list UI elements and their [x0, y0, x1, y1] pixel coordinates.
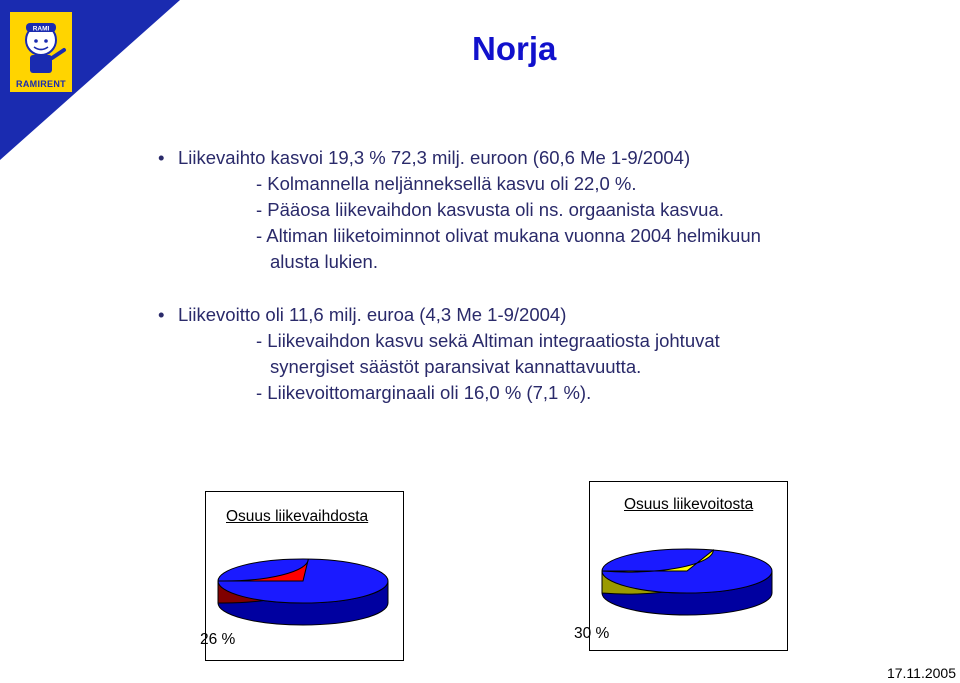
bullet-revenue: • Liikevaihto kasvoi 19,3 % 72,3 milj. euroon (60,6 Me 1-9/2004)	[158, 145, 938, 171]
bullet-profit: • Liikevoitto oli 11,6 milj. euroa (4,3 Me 1-9/2004)	[158, 302, 938, 328]
sub-line: - Liikevaihdon kasvu sekä Altiman integraatiosta johtuvat	[256, 330, 720, 351]
slide-content	[158, 145, 938, 406]
sub-line-continuation: alusta lukien.	[270, 251, 378, 272]
sub-line-continuation: synergiset säästöt paransivat kannattavuutta.	[270, 356, 642, 377]
footer-date: 17.11.2005	[886, 665, 956, 681]
sub-line: - Altiman liiketoiminnot olivat mukana vuonna 2004 helmikuun	[256, 225, 761, 246]
pie-chart-profit	[589, 545, 786, 625]
logo-badge-text: RAMI	[32, 25, 50, 33]
chart-title: Osuus liikevoitosta	[624, 496, 754, 513]
logo-text: RAMIRENT	[16, 79, 66, 89]
page-title: Norja	[472, 30, 557, 67]
sub-line: - Kolmannella neljänneksellä kasvu oli 22,0 %.	[256, 173, 637, 194]
sub-line: - Liikevoittomarginaali oli 16,0 % (7,1 %).	[256, 382, 592, 403]
data-label-profit: 30 %	[574, 625, 610, 642]
sub-line: - Pääosa liikevaihdon kasvusta oli ns. orgaanista kasvua.	[256, 199, 724, 220]
chart-title: Osuus liikevaihdosta	[226, 508, 369, 525]
ramirent-logo	[10, 12, 72, 92]
pie-chart-revenue	[205, 555, 402, 635]
data-label-revenue: 26 %	[200, 631, 236, 648]
